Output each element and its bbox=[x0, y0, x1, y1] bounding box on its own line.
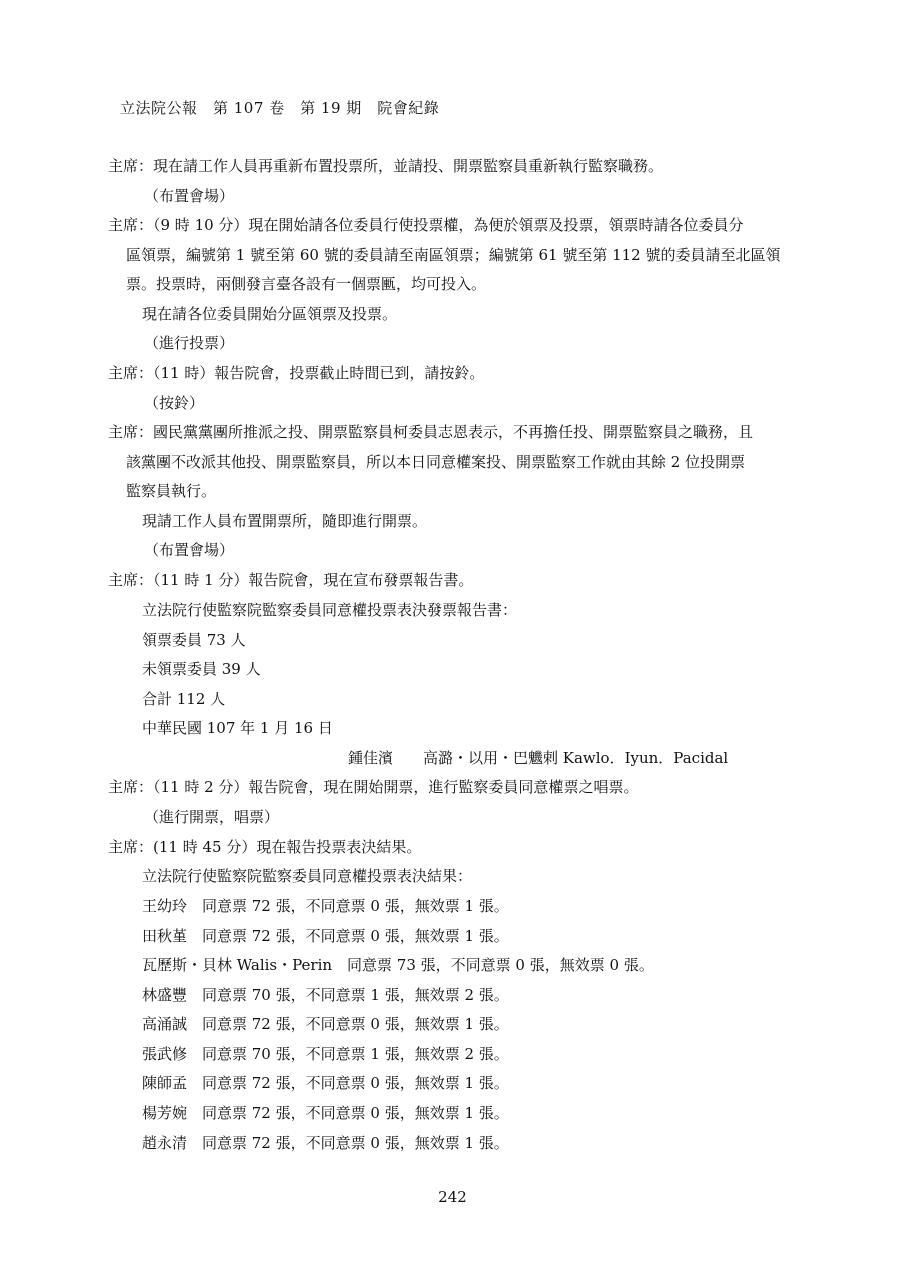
signatories: 鍾佳濱 高潞・以用・巴魕剌 Kawlo．Iyun．Pacidal bbox=[348, 749, 729, 767]
stage-direction: （布置會場） bbox=[144, 187, 235, 205]
page-header: 立法院公報 第 107 卷 第 19 期 院會紀錄 bbox=[120, 99, 440, 117]
result-row: 田秋堇 同意票 72 張，不同意票 0 張，無效票 1 張。 bbox=[142, 927, 509, 945]
speech-line: 主席：（11 時）報告院會，投票截止時間已到，請按鈴。 bbox=[108, 364, 485, 382]
page-number: 242 bbox=[438, 1188, 467, 1206]
result-row: 瓦歷斯・貝林 Walis・Perin 同意票 73 張，不同意票 0 張，無效票 0 張。 bbox=[142, 956, 654, 974]
result-row: 楊芳婉 同意票 72 張，不同意票 0 張，無效票 1 張。 bbox=[142, 1104, 509, 1122]
speech-line: 現在請各位委員開始分區領票及投票。 bbox=[142, 305, 398, 323]
result-row: 王幼玲 同意票 72 張，不同意票 0 張，無效票 1 張。 bbox=[142, 897, 509, 915]
stage-direction: （進行開票，唱票） bbox=[144, 808, 280, 826]
report-date: 中華民國 107 年 1 月 16 日 bbox=[142, 719, 333, 737]
speech-line: 主席：（9 時 10 分）現在開始請各位委員行使投票權，為便於領票及投票，領票時請各位委員分 bbox=[108, 216, 744, 234]
report-line: 合計 112 人 bbox=[142, 690, 226, 708]
report-line: 領票委員 73 人 bbox=[142, 631, 246, 649]
speech-line: 主席：現在請工作人員再重新布置投票所，並請投、開票監察員重新執行監察職務。 bbox=[108, 157, 664, 175]
results-title: 立法院行使監察院監察委員同意權投票表決結果： bbox=[142, 867, 473, 885]
speech-line: 主席：（11 時 1 分）報告院會，現在宣布發票報告書。 bbox=[108, 571, 474, 589]
result-row: 張武修 同意票 70 張，不同意票 1 張，無效票 2 張。 bbox=[142, 1045, 509, 1063]
speech-line: 主席：（11 時 2 分）報告院會，現在開始開票，進行監察委員同意權票之唱票。 bbox=[108, 778, 639, 796]
speech-line: 該黨團不改派其他投、開票監察員，所以本日同意權案投、開票監察工作就由其餘 2 位投開票 bbox=[126, 453, 746, 471]
result-row: 高涌誠 同意票 72 張，不同意票 0 張，無效票 1 張。 bbox=[142, 1015, 509, 1033]
speech-line: 現請工作人員布置開票所，隨即進行開票。 bbox=[142, 512, 428, 530]
speech-line: 票。投票時，兩側發言臺各設有一個票匭，均可投入。 bbox=[126, 275, 487, 293]
speech-line: 主席：國民黨黨團所推派之投、開票監察員柯委員志恩表示，不再擔任投、開票監察員之職務，且 bbox=[108, 423, 754, 441]
speech-line: 區領票，編號第 1 號至第 60 號的委員請至南區領票；編號第 61 號至第 112 號的委員請至北區領 bbox=[126, 246, 781, 264]
result-row: 林盛豐 同意票 70 張，不同意票 1 張，無效票 2 張。 bbox=[142, 986, 509, 1004]
result-row: 趙永清 同意票 72 張，不同意票 0 張，無效票 1 張。 bbox=[142, 1134, 509, 1152]
report-line: 未領票委員 39 人 bbox=[142, 660, 261, 678]
stage-direction: （布置會場） bbox=[144, 541, 235, 559]
speech-line: 主席：(11 時 45 分）現在報告投票表決結果。 bbox=[108, 838, 422, 856]
stage-direction: （進行投票） bbox=[144, 334, 235, 352]
stage-direction: （按鈴） bbox=[144, 394, 205, 412]
result-row: 陳師孟 同意票 72 張，不同意票 0 張，無效票 1 張。 bbox=[142, 1074, 509, 1092]
speech-line: 監察員執行。 bbox=[126, 482, 217, 500]
report-title: 立法院行使監察院監察委員同意權投票表決發票報告書： bbox=[142, 601, 518, 619]
